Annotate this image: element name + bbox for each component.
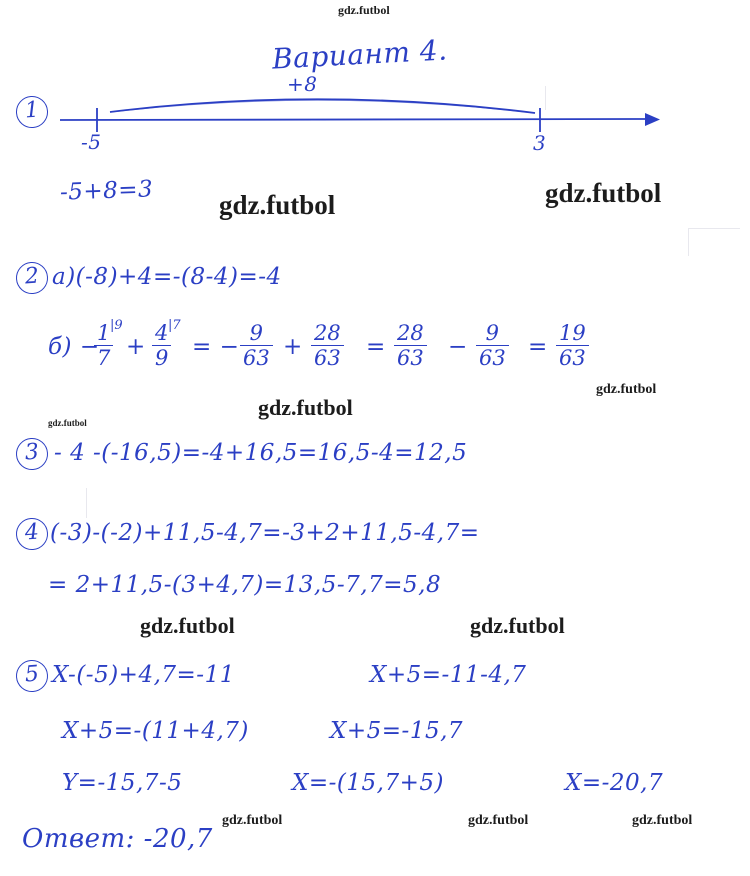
task-number-2: 2 [15,261,49,295]
watermark-4: gdz.futbol [258,395,353,420]
task-1-line-1: -5+8=3 [59,176,154,206]
task-5-line-4: X+5=-15,7 [330,718,464,744]
fraction-denominator: 63 [243,346,270,371]
task-2-plus-2: + [283,334,303,360]
fraction-denominator: 63 [397,346,424,371]
fraction-numerator: 9 [485,321,500,345]
fraction-numerator: 4 [155,321,169,345]
watermark-2: gdz.futbol [545,178,662,208]
task-number-1: 1 [15,95,49,129]
fraction-19-63 [556,322,589,369]
task-5-line-5: Y=-15,7-5 [62,770,183,796]
fraction-28-63-b [394,322,427,369]
fraction-numerator: 9 [249,321,264,345]
task-2-line-b-prefix: б) − [48,334,100,360]
fraction-numerator: 28 [314,321,341,345]
task-5-line-7: X=-20,7 [565,770,664,796]
watermark-1: gdz.futbol [219,190,336,220]
fraction-denominator: 63 [559,346,586,371]
numberline-left-tick-label: -5 [81,130,102,154]
numberline-right-tick-label: 3 [533,131,547,155]
task-5-line-1: X-(-5)+4,7=-11 [52,662,235,688]
fraction-denominator: 7 [97,346,111,371]
task-number-4: 4 [15,517,49,551]
page-title: Вариант 4. [271,33,449,76]
watermark-top: gdz.futbol [338,3,390,17]
fraction-9-63-b [476,322,509,369]
task-number-3: 3 [15,437,49,471]
task-number-5: 5 [15,659,49,693]
watermark-5: gdz.futbol [48,418,87,428]
fraction-4-9-multiplier: |7 [168,318,181,333]
task-2-plus-1: + [126,334,146,360]
task-4-line-2: = 2+11,5-(3+4,7)=13,5-7,7=5,8 [48,572,442,598]
fraction-1-7-multiplier: |9 [110,318,123,333]
fraction-9-63 [240,322,273,369]
watermark-6: gdz.futbol [140,613,235,638]
task-2-equals-3: = [528,334,548,360]
fraction-denominator: 63 [314,346,341,371]
fraction-denominator: 63 [479,346,506,371]
watermark-8: gdz.futbol [222,813,283,828]
task-4-line-1: (-3)-(-2)+11,5-4,7=-3+2+11,5-4,7= [50,520,480,546]
watermark-9: gdz.futbol [468,813,529,828]
watermark-3: gdz.futbol [596,382,657,397]
task-2-minus-1: − [448,334,468,360]
task-5-line-6: X=-(15,7+5) [292,770,444,796]
task-2-equals-2: = [366,334,386,360]
task-5-line-3: X+5=-(11+4,7) [62,718,249,744]
fraction-denominator: 9 [155,346,169,371]
numberline-jump-label: +8 [287,72,318,96]
task-5-line-2: X+5=-11-4,7 [370,662,527,688]
watermark-10: gdz.futbol [632,813,693,828]
fraction-numerator: 1 [97,321,111,345]
task-3-line-1: - 4 -(-16,5)=-4+16,5=16,5-4=12,5 [54,440,468,466]
watermark-7: gdz.futbol [470,613,565,638]
fraction-28-63 [311,322,344,369]
task-2-equals-1: = − [192,334,240,360]
task-2-line-a: а)(-8)+4=-(8-4)=-4 [52,264,282,290]
fraction-numerator: 19 [559,321,586,345]
fraction-numerator: 28 [397,321,424,345]
task-5-answer: Ответ: -20,7 [22,824,213,854]
